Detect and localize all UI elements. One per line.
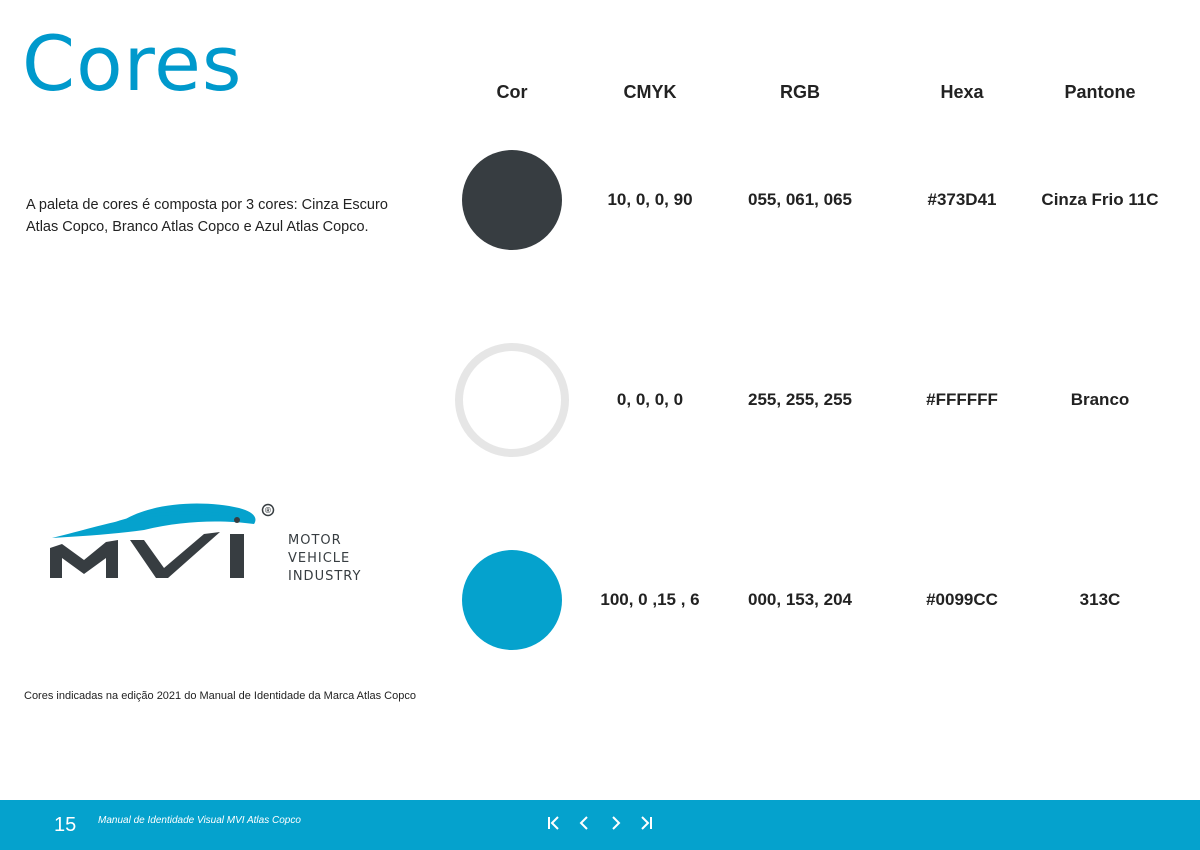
previous-page-icon[interactable] <box>573 812 595 834</box>
pantone-value: 313C <box>1079 590 1121 609</box>
rgb-value: 055, 061, 065 <box>748 190 852 209</box>
logo-line-motor: MOTOR <box>288 533 342 548</box>
rgb-value: 255, 255, 255 <box>748 390 852 409</box>
last-page-icon[interactable] <box>635 812 657 834</box>
logo-line-vehicle: VEHICLE <box>288 551 351 566</box>
document-title: Manual de Identidade Visual MVI Atlas Copco <box>98 815 301 826</box>
rgb-value: 000, 153, 204 <box>748 590 852 609</box>
pantone-value: Cinza Frio 11C <box>1041 190 1159 209</box>
hexa-value: #373D41 <box>927 190 997 209</box>
pantone-value: Branco <box>1070 390 1130 409</box>
next-page-icon[interactable] <box>605 812 627 834</box>
cmyk-value: 0, 0, 0, 0 <box>616 390 684 409</box>
hexa-value: #0099CC <box>926 590 998 609</box>
table-header <box>0 82 1200 106</box>
color-swatch-dark-gray <box>462 150 562 250</box>
footer-bar <box>0 800 1200 850</box>
logo-line-industry: INDUSTRY <box>288 569 362 584</box>
color-swatch-white <box>455 343 569 457</box>
intro-text: A paleta de cores é composta por 3 cores: Cinza Escuro Atlas Copco, Branco Atlas Copco e Azul Atlas Copco. <box>26 197 388 235</box>
hexa-value: #FFFFFF <box>926 390 998 409</box>
header-cmyk: CMYK <box>623 82 677 102</box>
mvi-car-logo-icon <box>44 496 384 588</box>
header-hexa: Hexa <box>940 82 984 102</box>
first-page-icon[interactable] <box>543 812 565 834</box>
color-swatch-blue <box>462 550 562 650</box>
page-title: Cores <box>22 19 243 108</box>
header-pantone: Pantone <box>1064 82 1136 102</box>
cmyk-value: 10, 0, 0, 90 <box>607 190 693 209</box>
header-cor: Cor <box>496 82 528 102</box>
color-row <box>0 345 1200 455</box>
page-number: 15 <box>54 814 77 836</box>
header-rgb: RGB <box>780 82 820 102</box>
cmyk-value: 100, 0 ,15 , 6 <box>600 590 700 609</box>
mvi-logo <box>44 496 384 588</box>
registered-mark: ® <box>265 506 271 515</box>
color-row <box>0 145 1200 255</box>
footnote: Cores indicadas na edição 2021 do Manual de Identidade da Marca Atlas Copco <box>24 690 416 702</box>
